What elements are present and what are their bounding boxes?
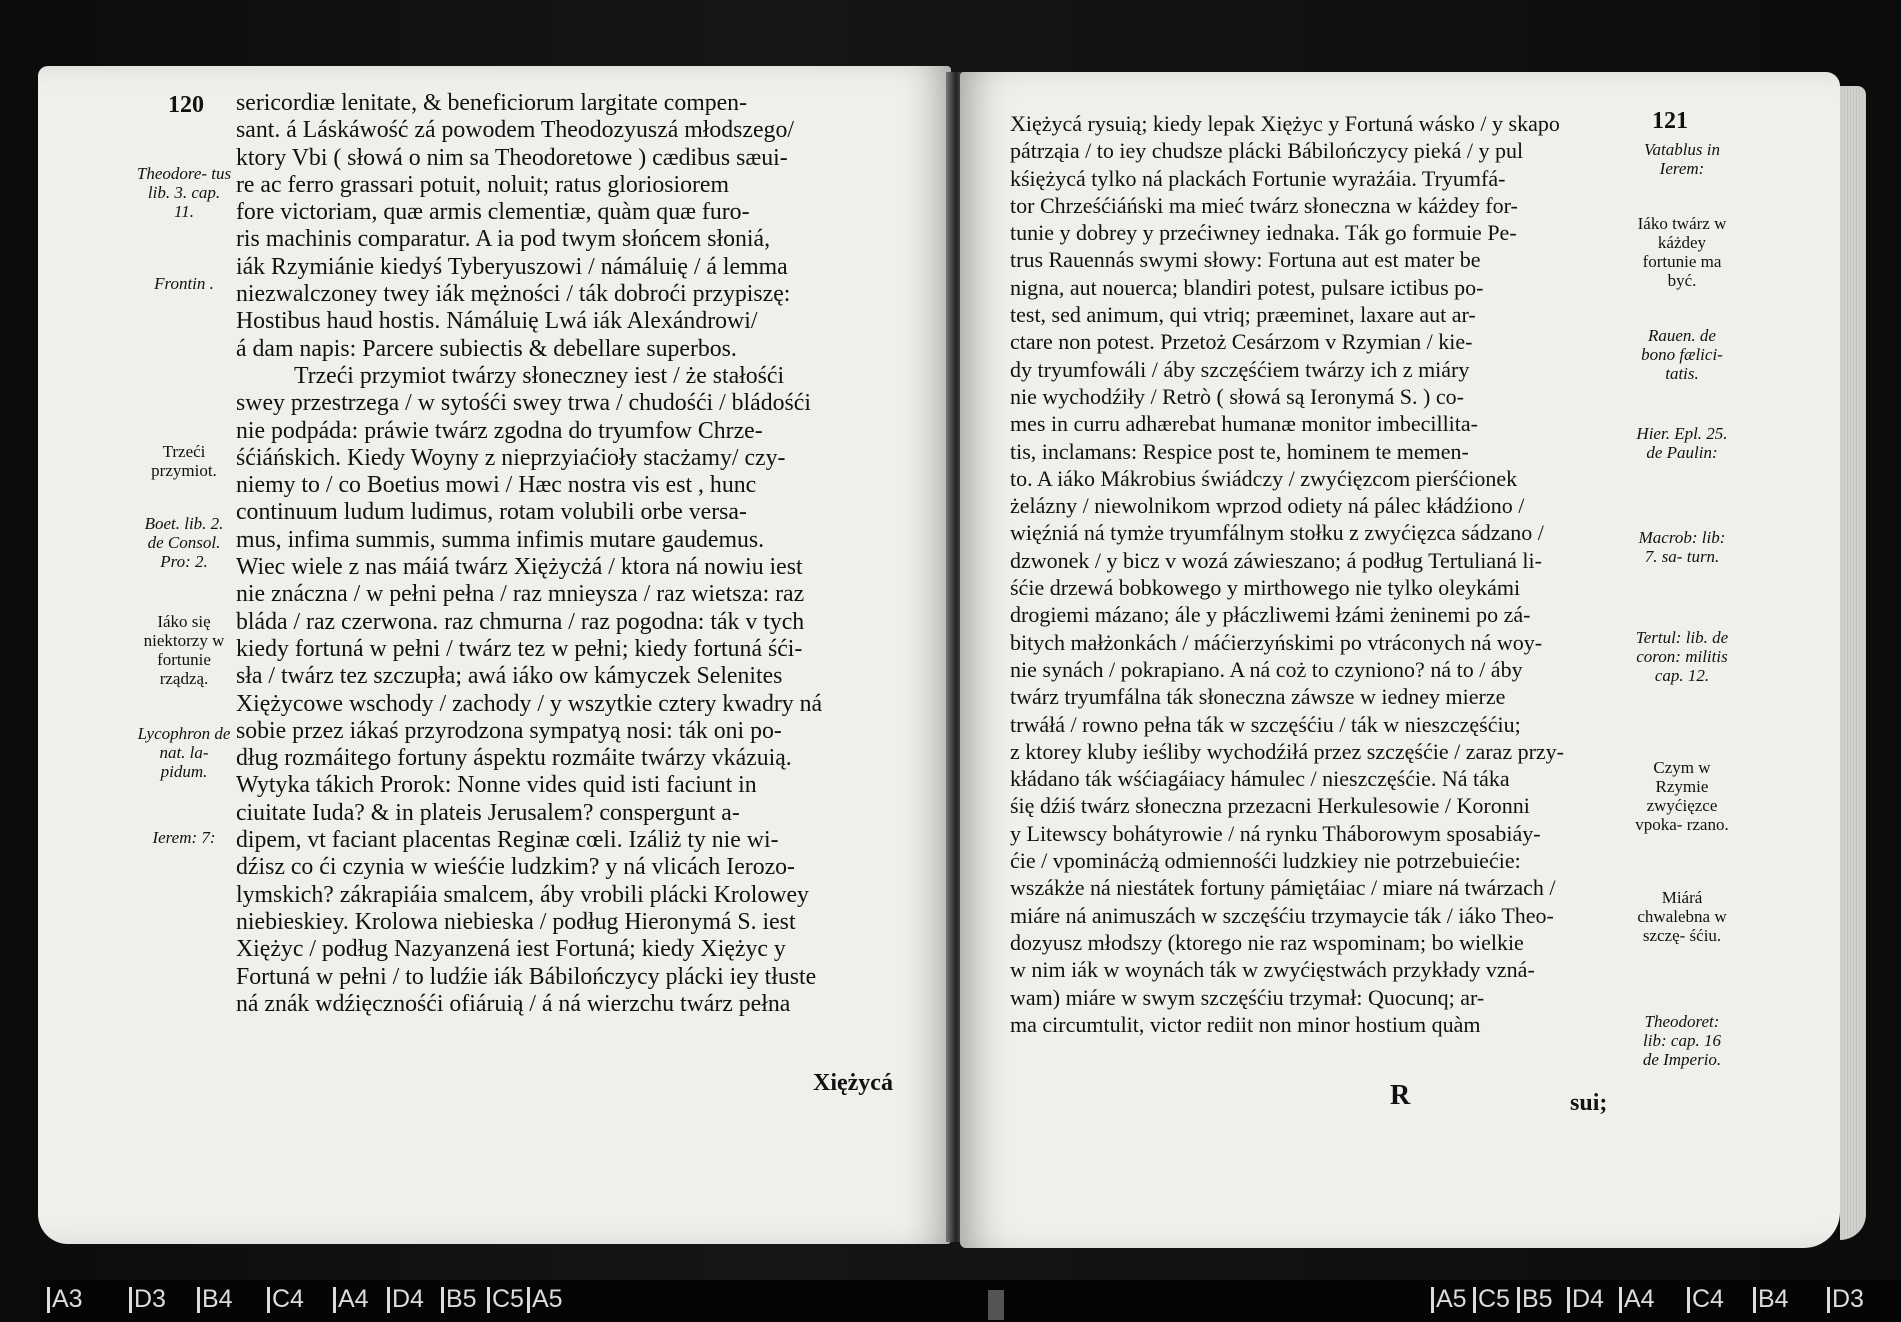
target-label: C5: [492, 1285, 524, 1313]
target-label: D3: [1832, 1285, 1864, 1313]
page-number: 120: [168, 92, 204, 118]
text-line: niemy to / co Boetius mowi / Hæc nostra vis est , hunc: [236, 472, 757, 499]
body-text: [1010, 110, 1564, 1038]
text-line: niezwalczoney twey iák mężności / ták dobroći przypiszę:: [236, 281, 791, 308]
text-line: sericordiæ lenitate, & beneficiorum largitate compen-: [236, 90, 748, 116]
margin-note: Frontin .: [154, 274, 214, 293]
text-line: bláda / raz czerwona. raz chmurna / raz pogodna: ták v tych: [236, 608, 805, 635]
text-line: w nim iák w woynách ták w zwyćięstwách przykłady vzná-: [1010, 957, 1535, 983]
text-line: sant. á Láskáwość zá powodem Theodozyuszá młodszego/: [236, 117, 794, 144]
target-label: B4: [1758, 1285, 1789, 1313]
text-line: nie podpáda: práwie twárz zgodna do tryumfow Chrze-: [236, 417, 763, 444]
text-line: z ktorey kluby ieśliby wychodźiłá przez szczęśćie / zaraz przy-: [1010, 738, 1565, 764]
text-line: dźisz co ći czynia w wieśćie ludzkim? y ná vlicách Ierozo-: [236, 854, 795, 881]
text-line: fore victoriam, quæ armis clementiæ, quàm quæ furo-: [236, 199, 750, 226]
text-line: twárz tryumfálna ták słoneczna záwsze w iedney mierze: [1010, 684, 1506, 710]
text-line: y Litewscy bohátyrowie / ná rynku Tháborowym sposabiáy-: [1010, 820, 1541, 846]
text-line: nie synách / pokrapiano. A ná coż to czyniono? ná to / áby: [1010, 656, 1523, 682]
target-label: D4: [392, 1285, 424, 1313]
text-line: dług rozmáitego fortuny áspektu rozmáite twárzy vkázuią.: [236, 745, 792, 772]
text-line: Fortuná w pełni / to ludźie iák Bábilończycy plácki iey tłuste: [236, 963, 817, 990]
text-line: sła / twárz tez szczupła; awá iáko ow kámyczek Selenites: [236, 663, 783, 690]
margin-note: Hier. Epl. 25. de Paulin:: [1636, 424, 1728, 462]
text-line: śćie drzewá bobkowego y mirthowego nie tylko oleykámi: [1010, 575, 1521, 601]
text-line: kiedy fortuná w pełni / twárz tez w pełni; kiedy fortuná śći-: [236, 635, 803, 662]
text-line: tor Chrześćiáński ma mieć twárz słoneczna w káżdey for-: [1010, 192, 1518, 218]
text-line: ciuitate Iuda? & in plateis Jerusalem? conspergunt a-: [236, 799, 740, 826]
text-line: dzwonek / y bicz v wozá záwieszano; á podług Tertulianá li-: [1010, 547, 1542, 573]
text-line: kłádano ták wśćiagáiacy hámulec / nieszczęśćie. Ná táka: [1010, 766, 1510, 792]
text-line: mus, infima summis, summa infimis mutare gaudemus.: [236, 526, 765, 553]
left-page: [38, 66, 951, 1244]
target-label: D4: [1572, 1285, 1604, 1313]
right-page: [960, 72, 1840, 1248]
text-line: pátrząia / to iey chudsze plácki Bábilończycy pieká / y pul: [1010, 138, 1524, 164]
margin-note: Czym w Rzymie zwyćięzce vpoka- rzano.: [1635, 758, 1729, 834]
text-line: Hostibus haud hostis. Námáluię Lwá iák Alexándrowi/: [236, 308, 758, 335]
target-label: A3: [52, 1285, 83, 1313]
text-line: iák Rzymiánie kiedyś Tyberyuszowi / námáluię / á lemma: [236, 253, 788, 280]
text-line: ná znák wdźięcznośći ofiáruią / á ná wierzchu twárz pełna: [236, 990, 791, 1017]
center-tick: [988, 1290, 1004, 1320]
margin-note: Iáko twárz w káżdey fortunie ma być.: [1637, 214, 1727, 290]
text-line: więźniá ná tymże tryumfálnym stołku z zwyćięzca sádzano /: [1010, 520, 1544, 546]
text-line: tunie y dobrey y przećiwney iednaka. Ták go formuie Pe-: [1010, 220, 1517, 246]
text-line: Trzeći przymiot twárzy słoneczney iest / że stałośći: [294, 362, 785, 389]
body-text: [236, 90, 822, 1018]
margin-note: Vatablus in Ierem:: [1643, 140, 1721, 178]
text-line: mes in curru adhærebat humanæ monitor imbecillita-: [1010, 411, 1478, 437]
text-line: żelázny / niewolnikom wprzod odiety ná pálec kłádźiono /: [1010, 493, 1525, 519]
target-label: B4: [202, 1285, 233, 1313]
margin-note: Miárá chwalebna w szczę- śćiu.: [1637, 888, 1727, 945]
margin-note: Tertul: lib. de coron: militis cap. 12.: [1635, 628, 1729, 685]
catchword: Xiężycá: [813, 1070, 893, 1096]
text-line: nie wychodźiły / Retrò ( słowá są Ieronymá S. ) co-: [1010, 383, 1464, 409]
text-line: tis, inclamans: Respice post te, hominem te memen-: [1010, 438, 1469, 464]
text-line: to. A iáko Mákrobius świádczy / zwyćięzcom pierśćionek: [1010, 465, 1518, 491]
target-label: B5: [446, 1285, 477, 1313]
text-line: dipem, vt faciant placentas Reginæ cœli. Izáliż ty nie wi-: [236, 827, 779, 854]
page-number: 121: [1652, 108, 1688, 134]
text-line: lymskich? zákrapiáia smalcem, áby vrobili plácki Krolowey: [236, 881, 809, 908]
text-line: Wiec wiele z nas máiá twárz Xiężycżá / ktora ná nowiu iest: [236, 554, 803, 581]
text-line: Xiężycá rysuią; kiedy lepak Xiężyc y Fortuná wásko / y skapo: [1010, 111, 1560, 136]
text-line: test, sed animum, qui vtriq; præeminet, laxare aut ar-: [1010, 302, 1476, 328]
text-line: á dam napis: Parcere subiectis & debellare superbos.: [236, 335, 737, 362]
text-line: wszákże ná niestátek fortuny pámiętáiac / miare ná twárzach /: [1010, 875, 1556, 901]
text-line: ćie / vpominácżą odmiennośći ludzkiey nie potrzebuiećie:: [1010, 848, 1521, 874]
margin-note: Boet. lib. 2. de Consol. Pro: 2.: [144, 514, 224, 571]
target-label: A5: [532, 1285, 563, 1313]
margin-note: Iáko się niektorzy w fortunie rządzą.: [143, 612, 225, 688]
target-label: C4: [1692, 1285, 1724, 1313]
text-line: Wytyka tákich Prorok: Nonne vides quid isti faciunt in: [236, 772, 757, 799]
text-line: śię dźiś twárz słoneczna przezacni Herkulesowie / Koronni: [1010, 793, 1530, 819]
target-label: D3: [134, 1285, 166, 1313]
text-line: niebieskiey. Krolowa niebieska / podług Hieronymá S. iest: [236, 908, 796, 935]
text-line: Xiężycowe wschody / zachody / y wszytkie cztery kwadry ná: [236, 690, 823, 717]
margin-note: Theodoret: lib: cap. 16 de Imperio.: [1642, 1012, 1722, 1069]
target-label: C4: [272, 1285, 304, 1313]
target-label: B5: [1522, 1285, 1553, 1313]
text-line: swey przestrzega / w sytośći swey trwa / chudośći / bládośći: [236, 390, 811, 417]
margin-note: Theodore- tus lib. 3. cap. 11.: [136, 164, 232, 221]
target-label: A4: [1624, 1285, 1655, 1313]
text-line: dozyusz młodszy (ktorego nie raz wspominam; bo wielkie: [1010, 929, 1524, 955]
margin-note: Ierem: 7:: [152, 828, 216, 847]
text-line: continuum ludum ludimus, rotam volubili orbe versa-: [236, 499, 747, 526]
text-line: dy tryumfowáli / áby szczęśćiem twárzy ich z miáry: [1010, 356, 1470, 382]
text-line: bitych małżonkách / máćierzyńskimi po vtráconych ná woy-: [1010, 629, 1543, 655]
text-line: śćiáńskich. Kiedy Woyny z nieprzyiaćioły stacżamy/ czy-: [236, 444, 786, 471]
text-line: nigna, aut nouerca; blandiri potest, pulsare ictibus po-: [1010, 274, 1484, 300]
text-line: ctare non potest. Przetoż Cesárzom v Rzymian / kie-: [1010, 329, 1473, 355]
text-line: drogiemi mázano; ále y płáczliwemi łzámi żeninemi po zá-: [1010, 602, 1531, 628]
text-line: Xiężyc / podług Nazyanzená iest Fortuná; kiedy Xiężyc y: [236, 936, 786, 963]
text-line: trwáłá / rowno pełna ták w szczęśćiu / ták w nieszczęśćiu;: [1010, 711, 1521, 737]
text-line: trus Rauennás swymi słowy: Fortuna aut est mater be: [1010, 247, 1481, 273]
margin-note: Rauen. de bono fælici- tatis.: [1641, 326, 1723, 383]
text-line: sobie przez iákaś przyrodzona sympatyą nosi: ták oni po-: [236, 717, 782, 744]
text-line: wam) miáre w swym szczęśćiu trzymał: Quocunq; ar-: [1010, 984, 1485, 1010]
page-edges: [1840, 86, 1866, 1240]
text-line: re ac ferro grassari potuit, noluit; ratus gloriosiorem: [236, 171, 729, 198]
signature-mark: R: [1390, 1080, 1411, 1111]
margin-note: Trzeći przymiot.: [151, 442, 217, 480]
text-line: ris machinis comparatur. A ia pod twym słońcem słoniá,: [236, 226, 771, 253]
margin-note: Macrob: lib: 7. sa- turn.: [1638, 528, 1726, 566]
text-line: nie znáczna / w pełni pełna / raz mnieysza / raz wietsza: raz: [236, 581, 805, 608]
text-line: miáre ná animuszách w szczęśćiu trzymaycie ták / iáko Theo-: [1010, 902, 1554, 928]
target-label: C5: [1478, 1285, 1510, 1313]
catchword: sui;: [1570, 1090, 1608, 1116]
text-line: ktory Vbi ( słowá o nim sa Theodoretowe ) cædibus sæui-: [236, 144, 788, 171]
text-line: kśiężycá tylko ná plackách Fortunie wyrażáia. Tryumfá-: [1010, 165, 1506, 191]
margin-note: Lycophron de nat. la- pidum.: [137, 724, 231, 781]
target-label: A4: [338, 1285, 369, 1313]
text-line: ma circumtulit, victor rediit non minor hostium quàm: [1010, 1011, 1481, 1037]
target-label: A5: [1436, 1285, 1467, 1313]
